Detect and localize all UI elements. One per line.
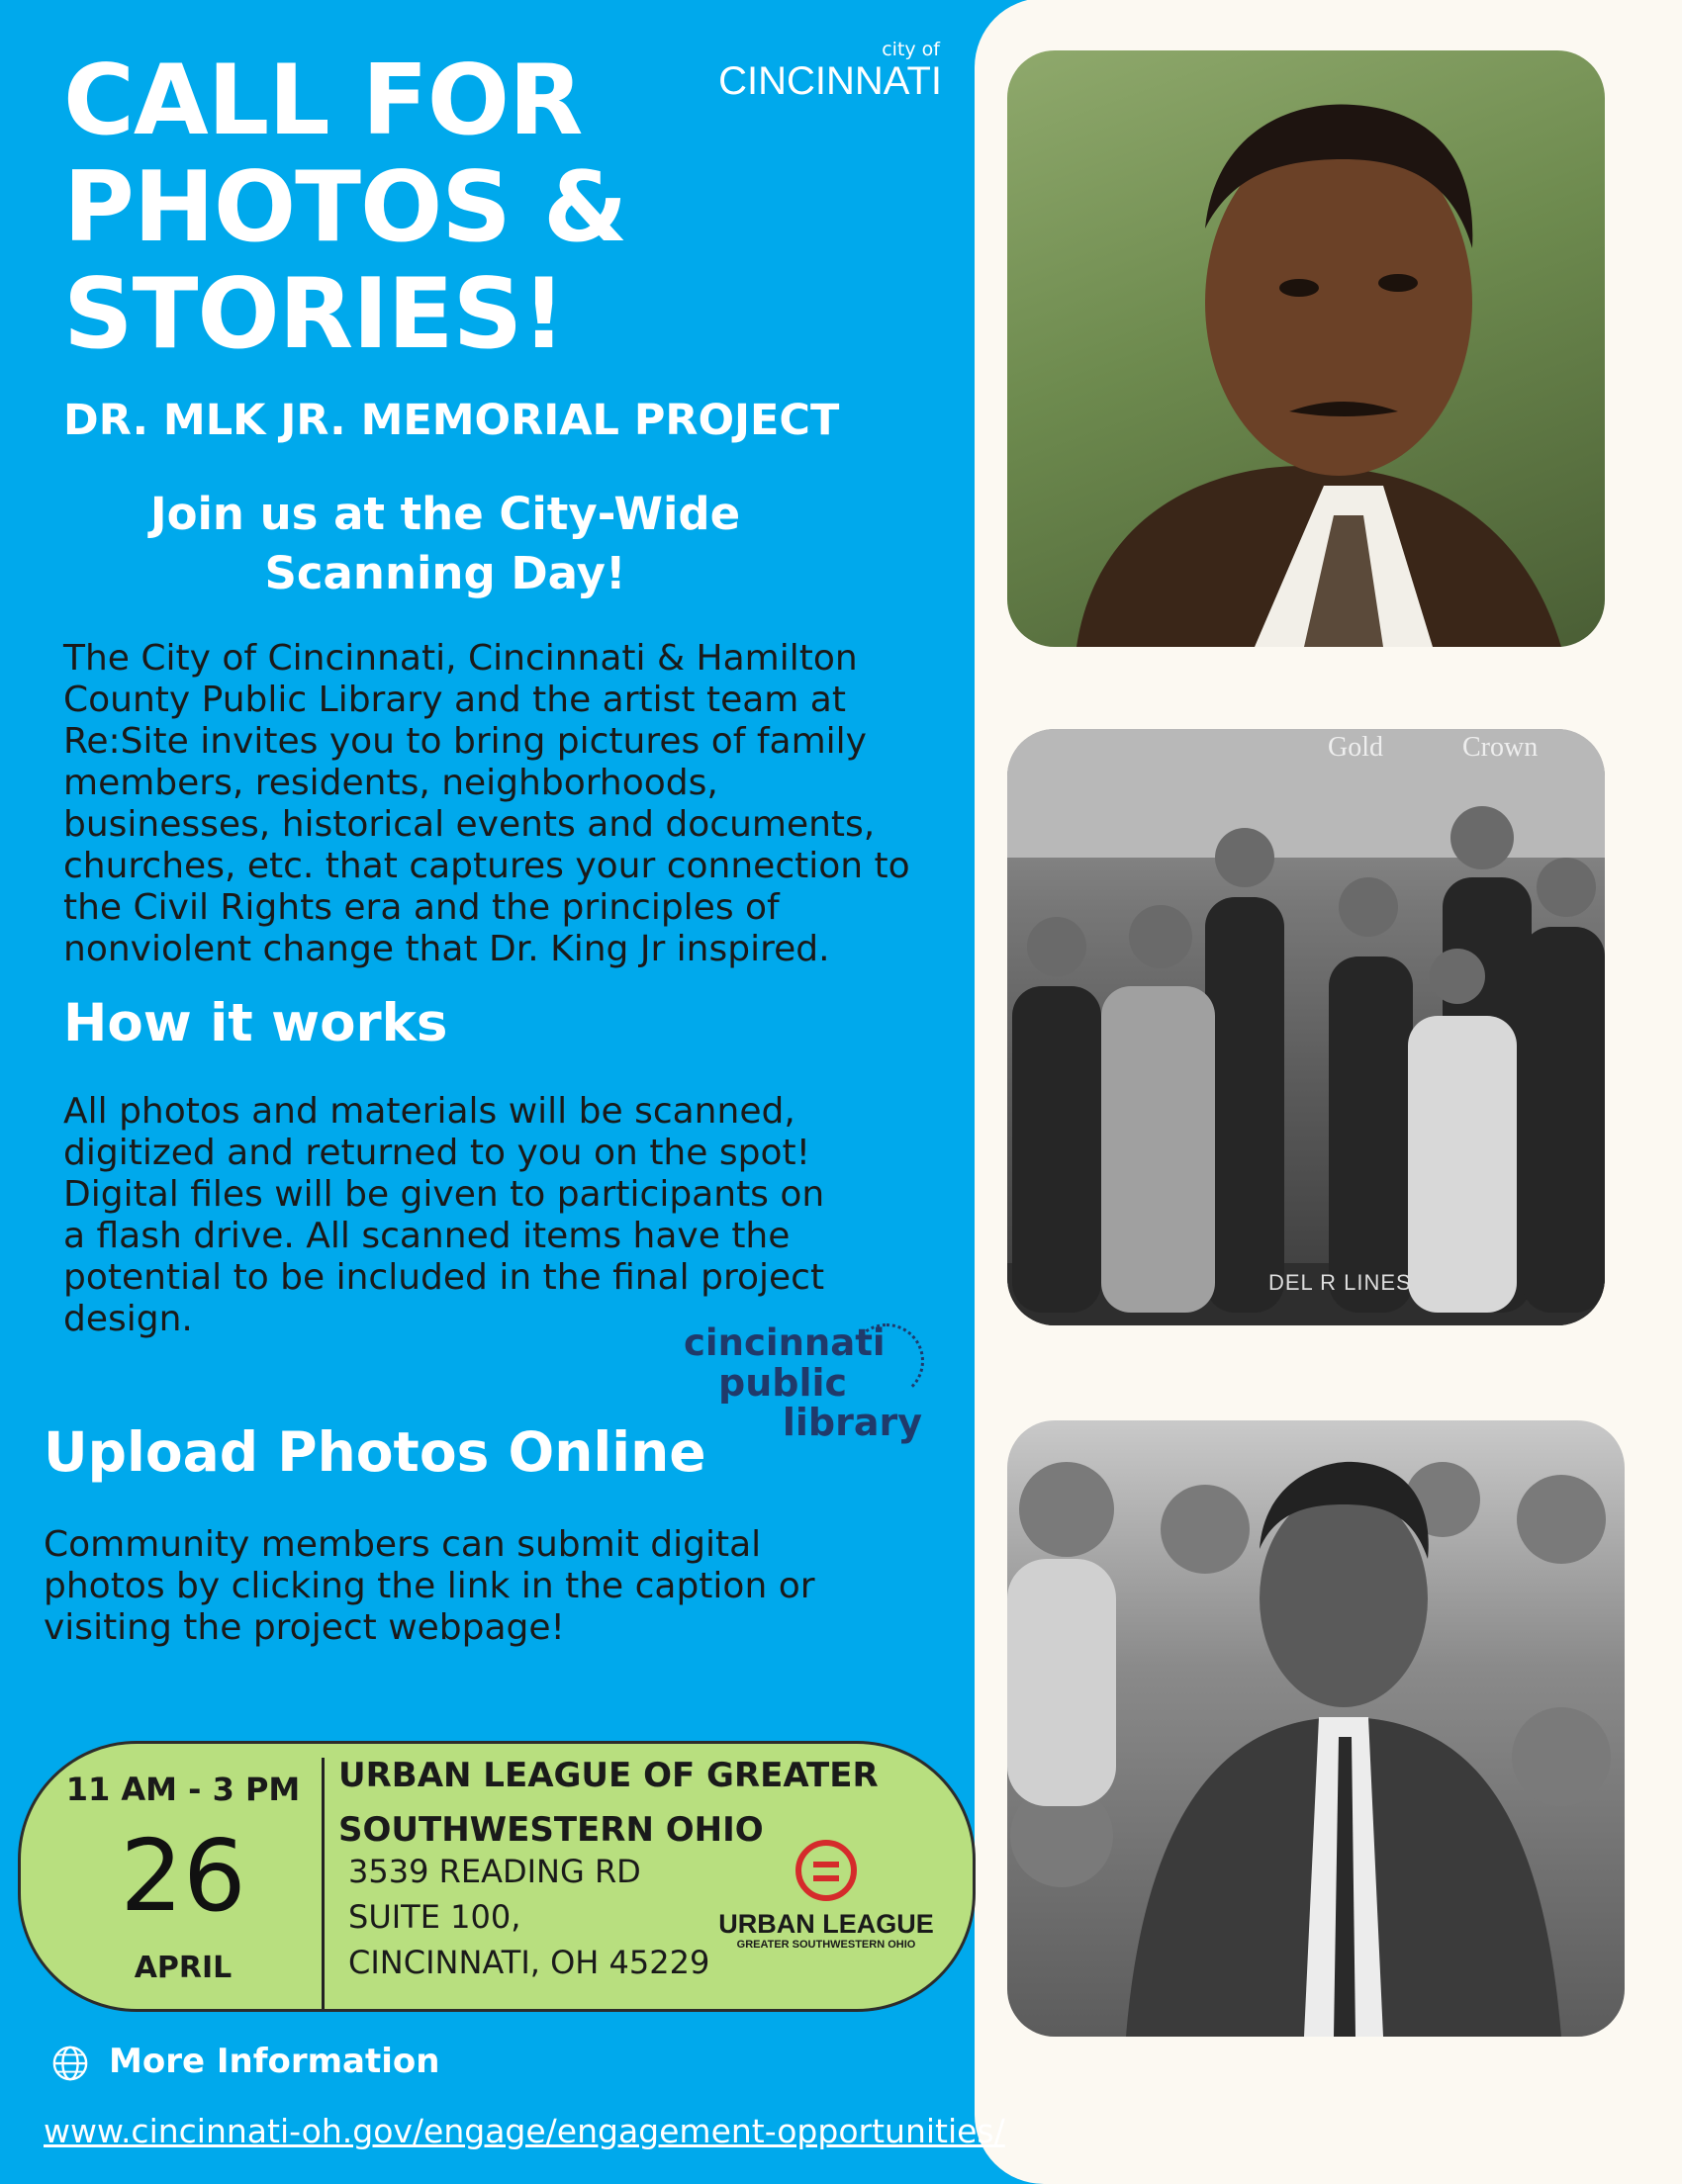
title-line: CALL FOR (63, 45, 583, 157)
intro-line: nonviolent change that Dr. King Jr inspired. (63, 929, 830, 969)
how-line: Digital files will be given to participants on (63, 1174, 825, 1215)
event-time: 11 AM - 3 PM (65, 1771, 301, 1808)
group-figures (1007, 729, 1605, 1325)
more-information-label: More Information (109, 2042, 440, 2081)
upload-paragraph (44, 1524, 894, 1649)
urban-league-logo-subtitle: GREATER SOUTHWESTERN OHIO (736, 1939, 916, 1951)
portrait-figure (1007, 50, 1605, 647)
join-line: Join us at the City-Wide (149, 488, 741, 540)
scanning-day-heading (99, 485, 792, 603)
venue-line: SOUTHWESTERN OHIO (338, 1810, 764, 1850)
join-line: Scanning Day! (264, 547, 626, 599)
event-month: APRIL (134, 1951, 233, 1985)
logo-city-of-text: city of (882, 39, 940, 60)
photo-sign-gold: Gold (1328, 732, 1383, 763)
intro-line: County Public Library and the artist team at (63, 680, 846, 720)
photo-sign-crown: Crown (1462, 732, 1539, 763)
urban-league-logo (712, 1840, 940, 1951)
library-logo-line: public (718, 1361, 848, 1405)
logo-cincinnati-text: CINCINNATI (718, 59, 942, 103)
intro-line: the Civil Rights era and the principles of (63, 887, 780, 928)
library-logo-line: library (782, 1401, 922, 1444)
how-line: potential to be included in the final project (63, 1257, 825, 1298)
how-it-works-heading: How it works (63, 993, 448, 1053)
group-photo-airplane (1007, 729, 1605, 1325)
how-line: digitized and returned to you on the spot! (63, 1133, 811, 1173)
title-line: PHOTOS & (63, 151, 627, 264)
title-line: STORIES! (63, 258, 565, 371)
how-it-works-paragraph (63, 1091, 894, 1340)
upload-line: photos by clicking the link in the caption or (44, 1566, 815, 1606)
intro-line: businesses, historical events and documents, (63, 804, 876, 845)
mlk-crowd-photo (1007, 1420, 1625, 2037)
globe-icon (51, 2045, 89, 2082)
address-line: SUITE 100, (348, 1898, 521, 1936)
urban-league-logo-name: URBAN LEAGUE (718, 1909, 934, 1939)
how-line: All photos and materials will be scanned, (63, 1091, 795, 1132)
photo-sign-lines: DEL R LINES (1268, 1270, 1412, 1295)
cincinnati-public-library-logo (679, 1323, 926, 1442)
upload-line: Community members can submit digital (44, 1524, 762, 1565)
intro-line: members, residents, neighborhoods, (63, 763, 718, 803)
engagement-opportunities-link[interactable]: www.cincinnati-oh.gov/engage/engagement-opportunities/ (44, 2112, 1005, 2150)
intro-line: Re:Site invites you to bring pictures of family (63, 721, 867, 762)
intro-line: churches, etc. that captures your connection to (63, 846, 910, 886)
library-logo-line: cincinnati (684, 1321, 886, 1364)
event-address (348, 1849, 744, 1985)
address-line: CINCINNATI, OH 45229 (348, 1944, 710, 1981)
intro-line: The City of Cincinnati, Cincinnati & Hamilton (63, 638, 858, 679)
how-line: a flash drive. All scanned items have the (63, 1216, 791, 1256)
mlk-portrait-photo (1007, 50, 1605, 647)
intro-paragraph (63, 638, 934, 970)
upload-photos-heading: Upload Photos Online (44, 1420, 706, 1484)
address-line: 3539 READING RD (348, 1853, 641, 1890)
venue-line: URBAN LEAGUE OF GREATER (338, 1756, 879, 1795)
crowd-figures (1007, 1420, 1625, 2037)
urban-league-equals-icon (795, 1840, 857, 1901)
event-day: 26 (120, 1818, 246, 1934)
upload-line: visiting the project webpage! (44, 1607, 565, 1648)
project-subtitle: DR. MLK JR. MEMORIAL PROJECT (63, 396, 840, 445)
how-line: design. (63, 1299, 193, 1339)
page-title (63, 45, 756, 371)
